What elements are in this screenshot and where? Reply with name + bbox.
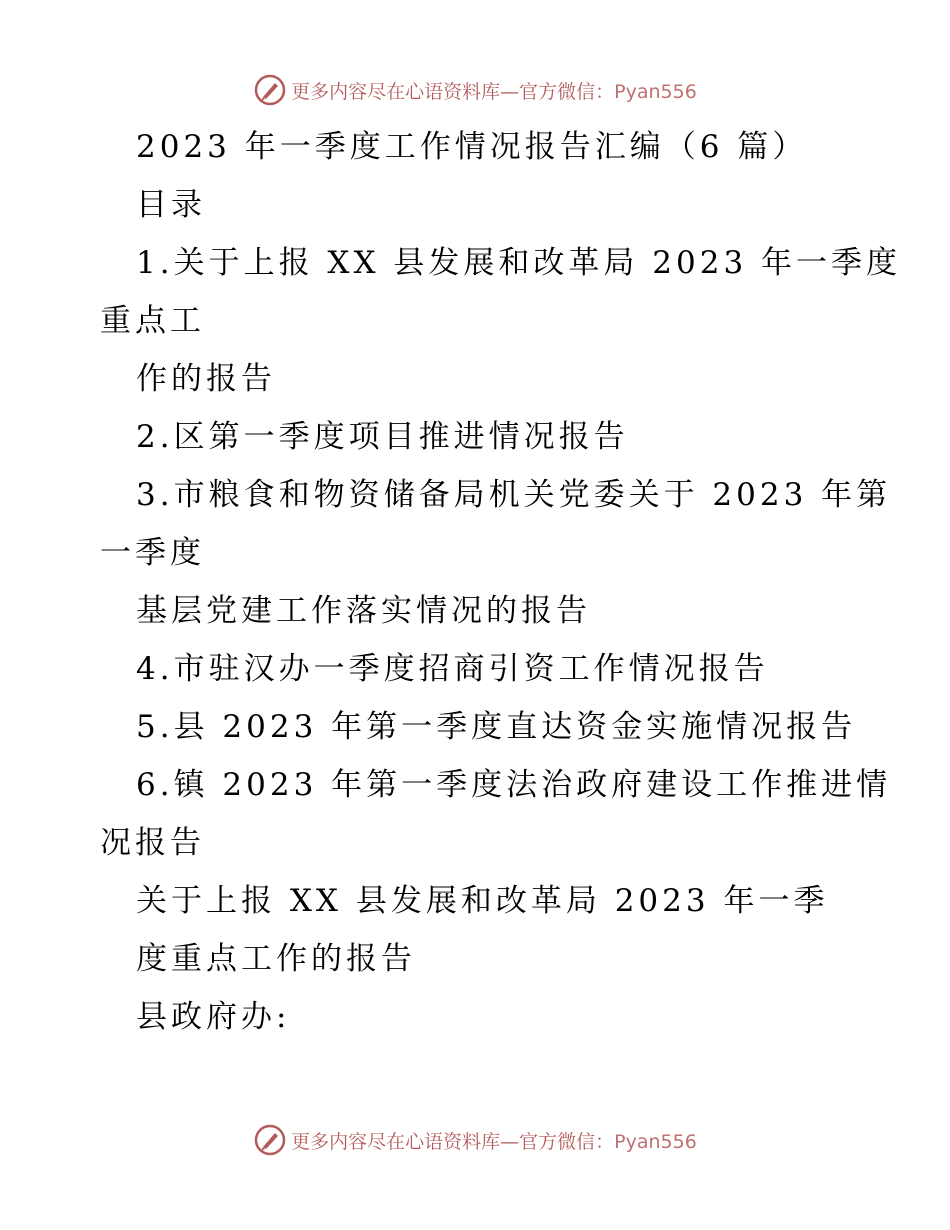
document-line: 况报告 xyxy=(100,825,205,861)
document-line: 关于上报 XX 县发展和改革局 2023 年一季 xyxy=(136,883,829,919)
watermark-id: Pyan556 xyxy=(614,1130,697,1153)
document-line: 2.区第一季度项目推进情况报告 xyxy=(136,419,629,455)
footer-watermark xyxy=(0,1120,950,1160)
document-line: 4.市驻汉办一季度招商引资工作情况报告 xyxy=(136,651,769,687)
document-line: 3.市粮食和物资储备局机关党委关于 2023 年第 xyxy=(136,477,892,513)
document-line: 基层党建工作落实情况的报告 xyxy=(136,593,591,629)
document-line: 1.关于上报 XX 县发展和改革局 2023 年一季度 xyxy=(136,245,902,281)
pen-seal-icon xyxy=(253,1123,287,1157)
document-line: 重点工 xyxy=(100,303,205,339)
watermark-text: 更多内容尽在心语资料库—官方微信： xyxy=(291,80,615,103)
document-title: 2023 年一季度工作情况报告汇编（6 篇） xyxy=(136,129,808,165)
pen-seal-icon xyxy=(253,73,287,107)
watermark-text: 更多内容尽在心语资料库—官方微信： xyxy=(291,1130,615,1153)
document-line: 县政府办: xyxy=(136,999,291,1035)
document-line: 6.镇 2023 年第一季度法治政府建设工作推进情 xyxy=(136,767,892,803)
watermark-id: Pyan556 xyxy=(614,80,697,103)
document-line: 作的报告 xyxy=(136,361,276,397)
document-line: 一季度 xyxy=(100,535,205,571)
document-line: 度重点工作的报告 xyxy=(136,941,416,977)
header-watermark xyxy=(0,70,950,110)
document-line: 5.县 2023 年第一季度直达资金实施情况报告 xyxy=(136,709,857,745)
toc-heading: 目录 xyxy=(136,187,206,223)
